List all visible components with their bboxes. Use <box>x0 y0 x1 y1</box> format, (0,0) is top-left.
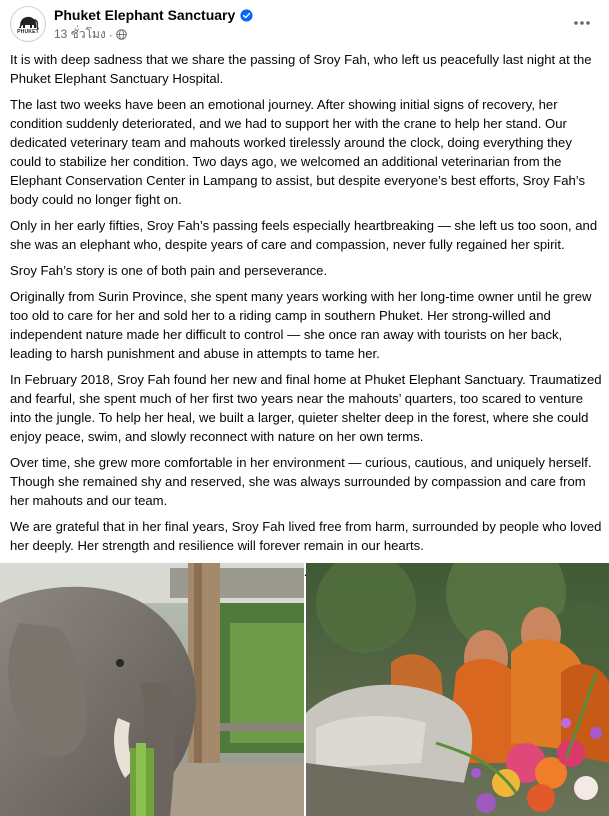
photo-ceremony[interactable] <box>306 563 609 816</box>
photo-elephant[interactable] <box>0 563 304 816</box>
post-paragraph: Sroy Fah’s story is one of both pain and perseverance. <box>10 263 328 278</box>
ceremony-photo-illustration <box>306 563 609 816</box>
post-header <box>0 0 609 46</box>
elephant-photo-illustration <box>0 563 304 816</box>
post-meta <box>54 25 127 44</box>
post-paragraph: Only in her early fifties, Sroy Fah’s passing feels especially heartbreaking — she left us too soon, and she was an elephant who, despite years of care and compassion, never fully regained her spirit. <box>10 218 598 252</box>
post-paragraph: Originally from Surin Province, she spent many years working with her long-time owner until he grew too old to care for her and sold her to a riding camp in southern Phuket. Her strong-willed and independent nature made her difficult to control — she once ran away with tourists on her back, leading to harsh punishment and abuse in attempts to tame her. <box>10 289 592 361</box>
post-paragraph: The last two weeks have been an emotional journey. After showing initial signs of recovery, her condition suddenly deteriorated, and we had to support her with the crane to help her stand. Our dedicated veterinary team and mahouts worked tirelessly around the clock, doing everything they could to stabilize her condition. Two days ago, we welcomed an additional veterinarian from the Elephant Conservation Center in Lampang to assist, but despite everyone’s best efforts, Sroy Fah’s body could no longer fight on. <box>10 97 585 207</box>
page-avatar[interactable] <box>10 6 46 42</box>
post-timestamp[interactable]: 13 ชั่วโมง <box>54 27 106 41</box>
meta-separator: · <box>108 27 113 42</box>
page-name[interactable]: Phuket Elephant Sanctuary <box>54 7 236 23</box>
photo-grid <box>0 563 609 816</box>
post-paragraph: It is with deep sadness that we share the passing of Sroy Fah, who left us peacefully last night at the Phuket Elephant Sanctuary Hospital. <box>10 52 592 86</box>
more-options-button[interactable] <box>571 12 593 34</box>
elephant-logo-icon <box>17 14 39 30</box>
more-options-icon <box>574 21 590 25</box>
avatar-label: PHUKET <box>17 28 39 35</box>
globe-icon <box>116 29 127 40</box>
verified-badge-icon <box>240 9 253 22</box>
post-paragraph: Over time, she grew more comfortable in her environment — curious, cautious, and uniquely herself. Though she remained shy and reserved, she was always surrounded by compassion and care from her mahouts and our team. <box>10 455 592 508</box>
page-name-link[interactable] <box>54 7 253 23</box>
post-paragraph: We are grateful that in her final years, Sroy Fah lived free from harm, surrounded by people who loved her deeply. Her strength and resilience will forever remain in our hearts. <box>10 519 602 553</box>
post-paragraph: In February 2018, Sroy Fah found her new and final home at Phuket Elephant Sanctuary. Traumatized and fearful, she spent much of her first two years near the mahouts’ quarters, too scared to venture into the jungle. To help her heal, we built a larger, quieter shelter deep in the forest, where she could enjoy peace, swim, and slowly reconnect with nature on her own terms. <box>10 372 602 444</box>
post-message <box>10 50 602 588</box>
